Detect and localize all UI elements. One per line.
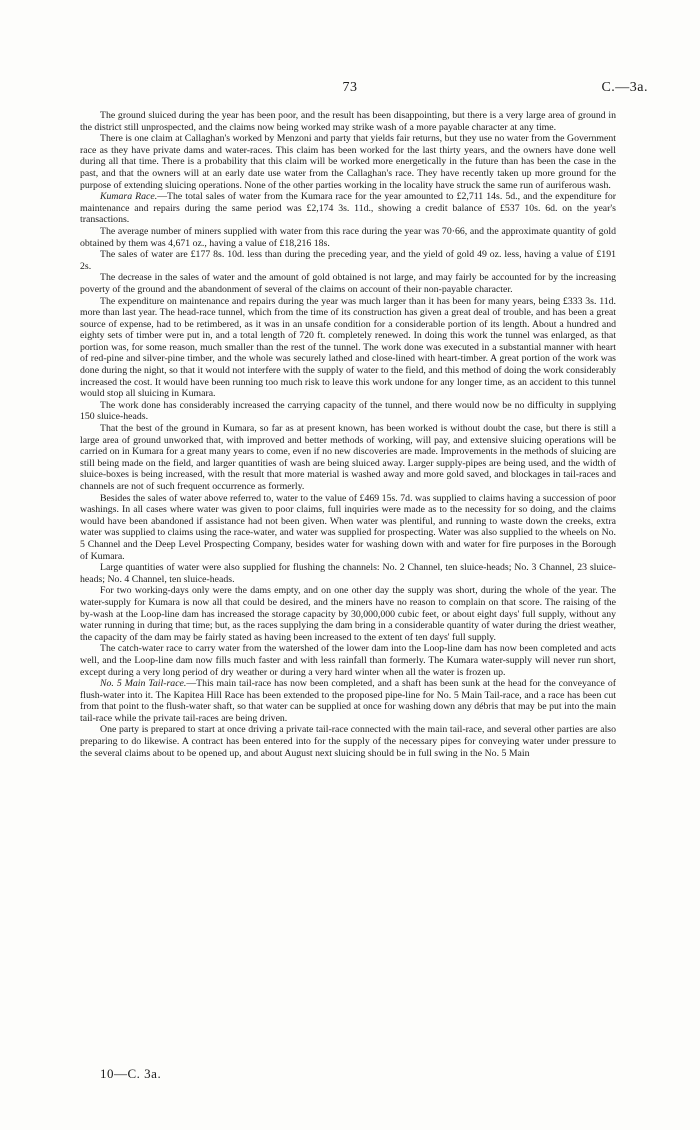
body-text <box>80 110 616 759</box>
paragraph: Large quantities of water were also supplied for flushing the channels: No. 2 Channel, ten sluice-heads; No. 3 Channel, 23 sluice-heads; No. 4 Channel, ten sluice-heads. <box>80 562 616 585</box>
paragraph: That the best of the ground in Kumara, so far as at present known, has been worked is without doubt the case, but there is still a large area of ground unworked that, with improved and better methods of working, will pay, and extensive sluicing operations will be carried on in Kumara for a great many years to come, even if no new discoveries are made. Improvements in the methods of sluicing are still being made on the field, and larger quantities of wash are being sluiced away. Larger supply-pipes are being used, and the width of sluice-boxes is being increased, with the result that more material is washed away and more gold saved, and blockages in tail-races and channels are not of such frequent occurrence as formerly. <box>80 423 616 492</box>
section-heading: Kumara Race. <box>100 191 158 203</box>
paragraph: For two working-days only were the dams empty, and on one other day the supply was short, during the whole of the year. The water-supply for Kumara is now all that could be desired, and the miners have no reason to complain on that score. The raising of the by-wash at the Loop-line dam has increased the storage capacity by 30,000,000 cubic feet, or about eight days' full supply, without any water running in during that time; but, as the races supplying the dam bring in a considerable quantity of water during the driest weather, the capacity of the dam may be fairly stated as having been increased to the extent of ten days' full supply. <box>80 585 616 643</box>
paragraph: Kumara Race.—The total sales of water from the Kumara race for the year amounted to £2,711 14s. 5d., and the expenditure for maintenance and repairs during the same period was £2,174 3s. 11d., showing a credit balance of £537 10s. 6d. on the year's transactions. <box>80 191 616 226</box>
paragraph: No. 5 Main Tail-race.—This main tail-race has now been completed, and a shaft has been sunk at the head for the conveyance of flush-water into it. The Kapitea Hill Race has been extended to the proposed pipe-line for No. 5 Main Tail-race, and a race has been cut from that point to the flush-water shaft, so that water can be supplied at once for washing down any débris that may be put into the main tail-race while the private tail-races are being driven. <box>80 678 616 724</box>
paragraph: The ground sluiced during the year has been poor, and the result has been disappointing, but there is a very large area of ground in the district still unprospected, and the claims now being worked may strike wash of a more payable character at any time. <box>80 110 616 133</box>
section-heading: No. 5 Main Tail-race. <box>100 678 187 690</box>
page-number: 73 <box>342 80 358 95</box>
document-reference: C.—3a. <box>601 80 648 95</box>
paragraph: The average number of miners supplied with water from this race during the year was 70·66, and the approximate quantity of gold obtained by them was 4,671 oz., having a value of £18,216 18s. <box>80 225 616 249</box>
paragraph: The expenditure on maintenance and repairs during the year was much larger than it has been for many years, being £333 3s. 11d. more than last year. The head-race tunnel, which from the time of its construction has given a great deal of trouble, and has been a great source of expense, had to be retimbered, as it was in an unsafe condition for a considerable portion of its length. About a hundred and eighty sets of timber were put in, and a total length of 720 ft. completely renewed. In doing this work the tunnel was enlarged, as that portion was, for some reason, much smaller than the rest of the tunnel. The work done was executed in a substantial manner with heart of red-pine and silver-pine timber, and the whole was securely lathed and close-lined with heart-timber. A great portion of the work was done during the night, so that it would not interfere with the supply of water to the field, and this method of doing the work considerably increased the cost. It would have been running too much risk to leave this work undone for any longer time, as an accident to this tunnel would stop all sluicing in Kumara. <box>80 295 616 400</box>
paragraph: One party is prepared to start at once driving a private tail-race connected with the main tail-race, and several other parties are also preparing to do likewise. A contract has been entered into for the supply of the necessary pipes for conveying water under pressure to the several claims about to be opened up, and about August next sluicing should be in full swing in the No. 5 Main <box>80 724 616 759</box>
paragraph: The work done has considerably increased the carrying capacity of the tunnel, and there would now be no difficulty in supplying 150 sluice-heads. <box>80 399 616 423</box>
paragraph: There is one claim at Callaghan's worked by Menzoni and party that yields fair returns, but they use no water from the Government race as they have private dams and water-races. This claim has been worked for the last thirty years, and the owners have done well during all that time. There is a probability that this claim will be worked more energetically in the future than has been the case in the past, and that the owners will at an early date use water from the Callaghan's race. They have recently taken up more ground for the purpose of extending sluicing operations. None of the other parties working in the locality have struck the same run of auriferous wash. <box>80 133 616 191</box>
paragraph: Besides the sales of water above referred to, water to the value of £469 15s. 7d. was supplied to claims having a succession of poor washings. In all cases where water was given to poor claims, full inquiries were made as to the necessity for so doing, and the claims would have been abandoned if assistance had not been given. When water was plentiful, and running to waste down the creeks, extra water was supplied to claims using the race-water, and water was supplied for prospecting. Water was also supplied to the wheels on No. 5 Channel and the Deep Level Prospecting Company, besides water for washing down with and water for fire purposes in the Borough of Kumara. <box>80 492 616 562</box>
paragraph: The sales of water are £177 8s. 10d. less than during the preceding year, and the yield of gold 49 oz. less, having a value of £191 2s. <box>80 249 616 272</box>
footer-signature: 10—C. 3a. <box>100 1066 162 1081</box>
paragraph: The decrease in the sales of water and the amount of gold obtained is not large, and may fairly be accounted for by the increasing poverty of the ground and the abandonment of several of the claims on account of their non-payable character. <box>80 272 616 295</box>
paragraph: The catch-water race to carry water from the watershed of the lower dam into the Loop-line dam has now been completed and acts well, and the Loop-line dam now fills much faster and with less rainfall than formerly. The Kumara water-supply will never run short, except during a very long period of dry weather or during a very hard winter when all the water is frozen up. <box>80 643 616 678</box>
